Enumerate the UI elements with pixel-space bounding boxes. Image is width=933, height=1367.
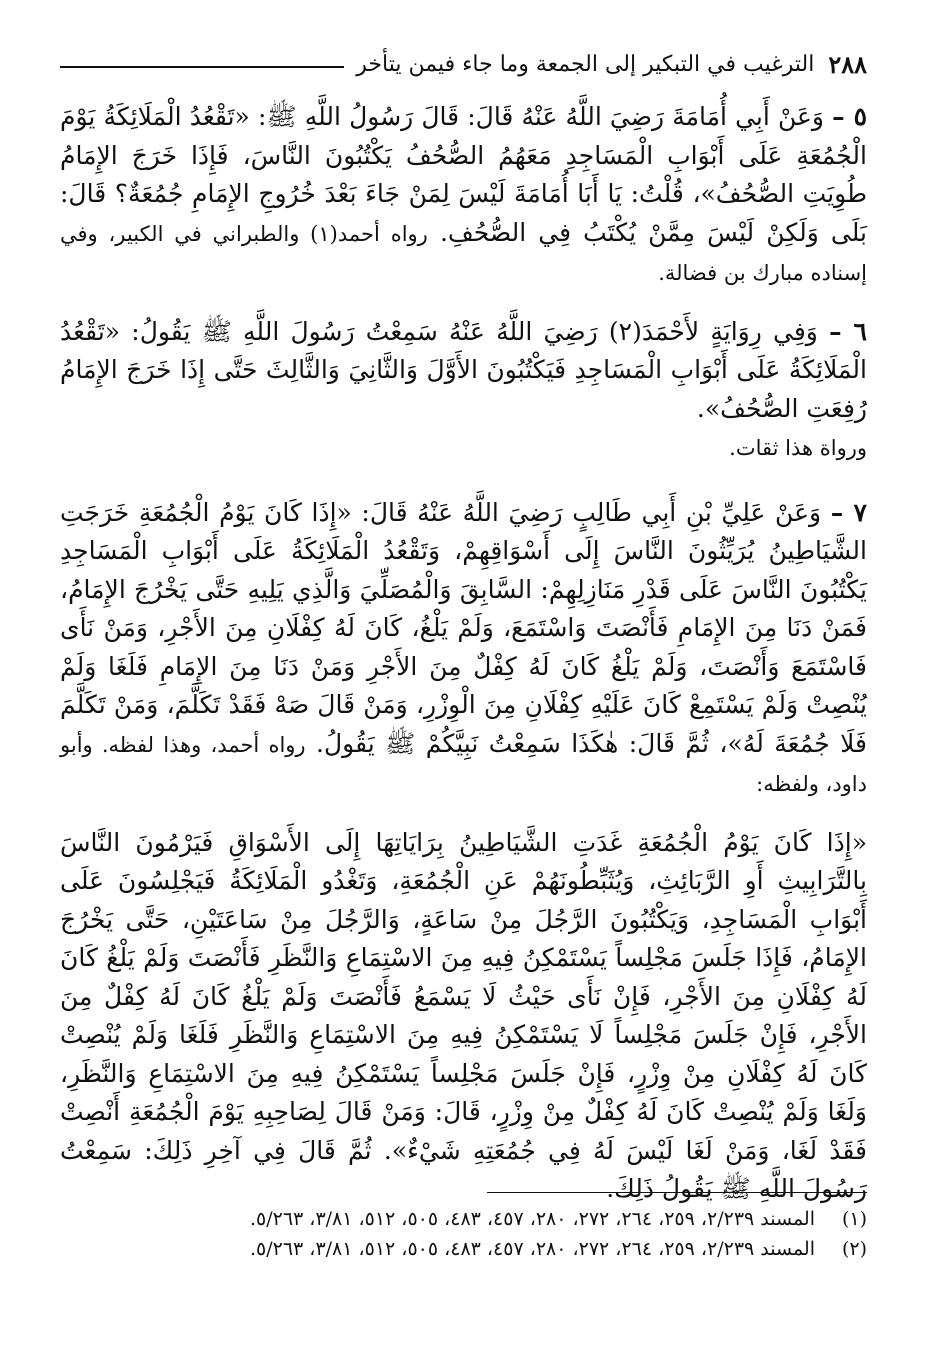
footnote-rule	[487, 1192, 867, 1193]
header-rule	[60, 66, 344, 68]
main-text	[60, 98, 867, 1229]
hadith-text: «إِذَا كَانَ يَوْمُ الْجُمُعَةِ غَدَتِ الشَّيَاطِينُ بِرَايَاتِهَا إِلَى الأَسْوَاقِ فَيَرْمُونَ النَّاسَ بِالتَّرَابِيثِ أَوِ الرَّبَائِثِ، وَيُثَبِّطُونَهُمْ عَنِ الْجُمُعَةِ، وَتَغْدُو الْمَلَائِكَةُ فَيَجْلِسُونَ عَلَى أَبْوَابِ الْمَسَاجِدِ، وَيَكْتُبُونَ الرَّجُلَ مِنْ سَاعَةٍ، وَالرَّجُلَ مِنْ سَاعَتَيْنِ، حَتَّى يَخْرُجَ الإِمَامُ، فَإِذَا جَلَسَ مَجْلِساً يَسْتَمْكِنُ فِيهِ مِنَ الاسْتِمَاعِ وَالنَّظَرِ فَأَنْصَتَ وَلَمْ يَلْغُ كَانَ لَهُ كِفْلَانِ مِنَ الأَجْرِ، فَإِنْ نَأَى حَيْثُ لَا يَسْمَعُ فَأَنْصَتَ وَلَمْ يَلْغُ كَانَ لَهُ كِفْلٌ مِنَ الأَجْرِ، فَإِنْ جَلَسَ مَجْلِساً لَا يَسْتَمْكِنُ فِيهِ مِنَ الاسْتِمَاعِ وَالنَّظَرِ فَلَغَا وَلَمْ يُنْصِتْ كَانَ لَهُ كِفْلَانِ مِنْ وِزْرٍ، فَإِنْ جَلَسَ مَجْلِساً يَسْتَمْكِنُ فِيهِ مِنَ الاسْتِمَاعِ وَالنَّظَرِ، وَلَغَا وَلَمْ يُنْصِتْ كَانَ لَهُ كِفْلٌ مِنْ وِزْرٍ، قَالَ: وَمَنْ قَالَ لِصَاحِبِهِ يَوْمَ الْجُمُعَةِ أَنْصِتْ فَقَدْ لَغَا، وَمَنْ لَغَا لَيْسَ لَهُ فِي جُمُعَتِهِ شَيْءٌ». ثُمَّ قَالَ فِي آخِرِ ذَلِكَ: سَمِعْتُ رَسُولَ اللَّهِ ﷺ يَقُولُ ذَلِكَ.	[60, 827, 867, 1203]
hadith-number: ٥ –	[832, 102, 867, 131]
running-head	[60, 44, 867, 84]
footnote	[60, 1204, 867, 1234]
hadith-text: وَعَنْ عَلِيِّ بْنِ أَبِي طَالِبٍ رَضِيَ اللَّهُ عَنْهُ قَالَ: «إِذَا كَانَ يَوْمُ الْجُمُعَةِ خَرَجَتِ الشَّيَاطِينُ يُرَيِّثُونَ النَّاسَ إِلَى أَسْوَاقِهِمْ، وَتَقْعُدُ الْمَلَائِكَةُ عَلَى أَبْوَابِ الْمَسَاجِدِ يَكْتُبُونَ النَّاسَ عَلَى قَدْرِ مَنَازِلِهِمْ: السَّابِقَ وَالْمُصَلِّيَ وَالَّذِي يَلِيهِ حَتَّى يَخْرُجَ الإِمَامُ، فَمَنْ دَنَا مِنَ الإِمَامِ فَأَنْصَتَ وَاسْتَمَعَ، وَلَمْ يَلْغُ، كَانَ لَهُ كِفْلَانِ مِنَ الأَجْرِ، وَمَنْ نَأَى فَاسْتَمَعَ وَأَنْصَتَ، وَلَمْ يَلْغُ كَانَ لَهُ كِفْلٌ مِنَ الأَجْرِ وَمَنْ دَنَا مِنَ الإِمَامِ فَلَغَا وَلَمْ يُنْصِتْ وَلَمْ يَسْتَمِعْ كَانَ عَلَيْهِ كِفْلَانِ مِنَ الْوِزْرِ، وَمَنْ قَالَ صَهْ فَقَدْ تَكَلَّمَ، وَمَنْ تَكَلَّمَ فَلَا جُمُعَةَ لَهُ»، ثُمَّ قَالَ: هٰكَذَا سَمِعْتُ نَبِيَّكُمْ ﷺ يَقُولُ.	[60, 497, 867, 758]
footnotes	[60, 1204, 867, 1264]
page-number: ٢٨٨	[828, 49, 867, 79]
hadith-source-note: رواه أحمد، وهذا لفظه. وأبو داود، ولفظه:	[60, 732, 867, 796]
hadith-text: وَعَنْ أَبِي أُمَامَةَ رَضِيَ اللَّهُ عَنْهُ قَالَ: قَالَ رَسُولُ اللَّهِ ﷺ: «تَقْعُدُ الْمَلَائِكَةُ يَوْمَ الْجُمُعَةِ عَلَى أَبْوَابِ الْمَسَاجِدِ مَعَهُمُ الصُّحُفُ يَكْتُبُونَ النَّاسَ، فَإِذَا خَرَجَ الإِمَامُ طُوِيَتِ الصُّحُفُ»، قُلْتُ: يَا أَبَا أُمَامَةَ لَيْسَ لِمَنْ جَاءَ بَعْدَ خُرُوجِ الإِمَامِ جُمُعَةٌ؟ قَالَ: بَلَى وَلَكِنْ لَيْسَ مِمَّنْ يُكْتَبُ فِي الصُّحُفِ.	[60, 102, 867, 247]
abu-dawud-version	[60, 824, 867, 1209]
hadith-text: وَفِي رِوَايَةٍ لأَحْمَدَ(٢) رَضِيَ اللَّهُ عَنْهُ سَمِعْتُ رَسُولَ اللَّهِ ﷺ يَقُولُ: «تَقْعُدُ الْمَلَائِكَةُ عَلَى أَبْوَابِ الْمَسَاجِدِ فَيَكْتُبُونَ الأَوَّلَ وَالثَّانِيَ وَالثَّالِثَ حَتَّى إِذَا خَرَجَ الإِمَامُ رُفِعَتِ الصُّحُفُ».	[60, 316, 867, 423]
footnote-mark: (٢)	[841, 1238, 867, 1260]
hadith-6	[60, 313, 867, 468]
hadith-number: ٦ –	[829, 316, 867, 346]
hadith-number: ٧ –	[830, 497, 867, 527]
hadith-source-note: رواه أحمد(١) والطبراني في الكبير، وفي إسناده مبارك بن فضالة.	[60, 221, 867, 285]
footnote-text: المسند ٢/٢٣٩، ٢٥٩، ٢٦٤، ٢٧٢، ٢٨٠، ٤٥٧، ٤٨٣، ٥٠٥، ٥١٢، ٣/٨١، ٥/٢٦٣.	[249, 1208, 815, 1230]
hadith-7	[60, 494, 867, 804]
footnote-mark: (١)	[841, 1208, 867, 1230]
hadith-source-note: ورواة هذا ثقات.	[729, 436, 867, 460]
hadith-5	[60, 98, 867, 293]
footnote-text: المسند ٢/٢٣٩، ٢٥٩، ٢٦٤، ٢٧٢، ٢٨٠، ٤٥٧، ٤٨٣، ٥٠٥، ٥١٢، ٣/٨١، ٥/٢٦٣.	[249, 1238, 815, 1260]
footnote	[60, 1234, 867, 1264]
running-title: الترغيب في التبكير إلى الجمعة وما جاء فيمن يتأخر	[356, 51, 815, 77]
